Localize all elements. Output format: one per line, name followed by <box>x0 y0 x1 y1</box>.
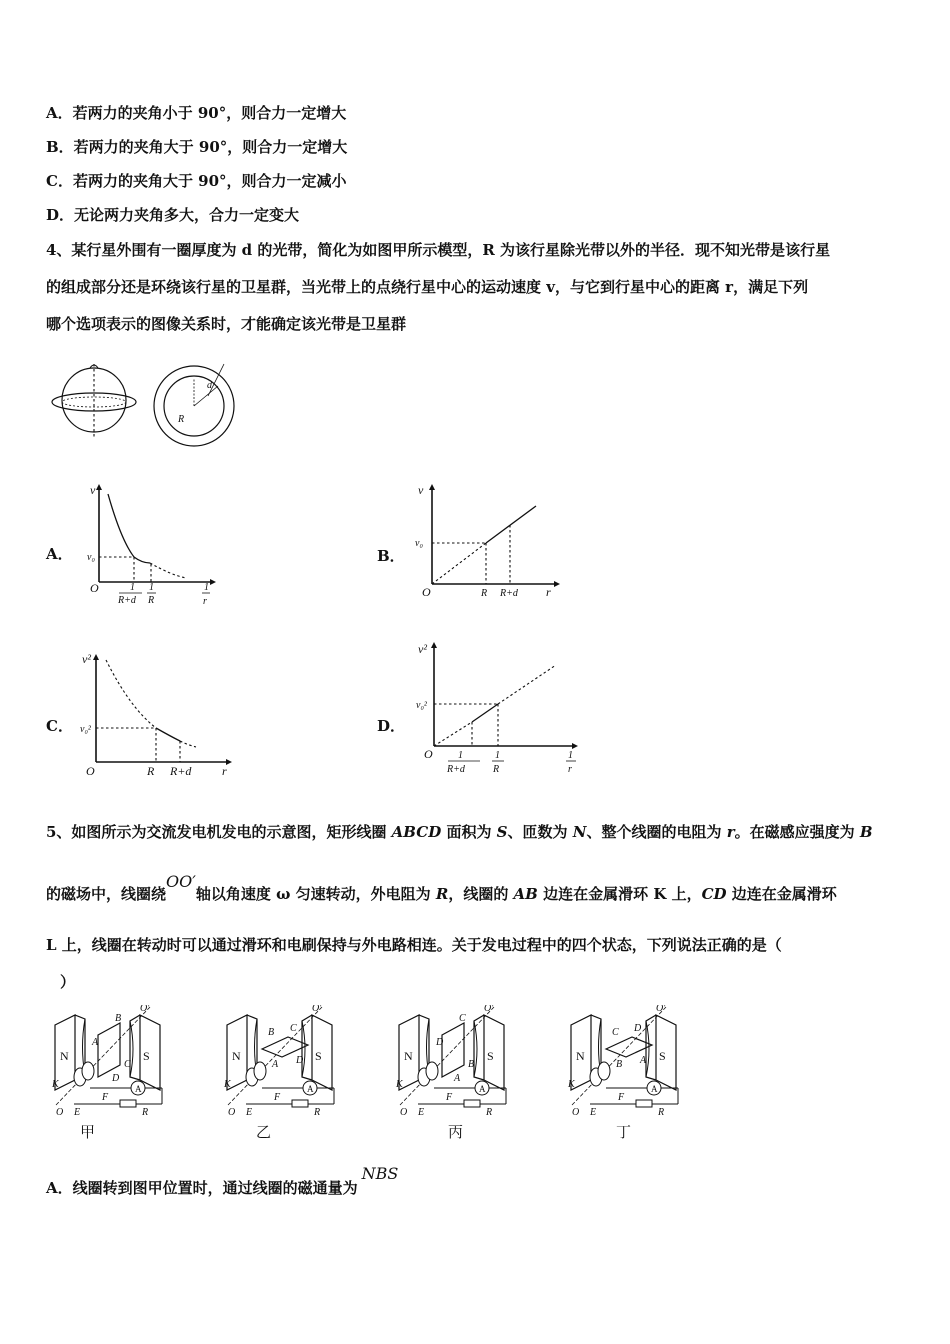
generator-figures <box>50 1005 680 1120</box>
svg-text:C: C <box>124 1059 131 1070</box>
svg-text:B: B <box>616 1059 623 1070</box>
axis-r: r <box>546 585 551 599</box>
generator-bing <box>395 1005 506 1118</box>
tick-1: 1 <box>130 582 135 593</box>
svg-text:D: D <box>296 1055 304 1066</box>
axis-r: r <box>568 764 572 775</box>
graph-c <box>80 648 240 778</box>
svg-text:A: A <box>92 1037 99 1048</box>
tick-R-plus-d: R+d <box>500 588 518 599</box>
q4-option-d-label: D． <box>377 717 406 735</box>
q5-stem-line4: ） <box>60 973 76 991</box>
tick-R: R <box>147 764 155 778</box>
axis-v2: v² <box>82 652 91 666</box>
tick-R-plus-d: R+d <box>447 764 465 775</box>
svg-text:B: B <box>468 1059 475 1070</box>
origin: O <box>86 764 95 778</box>
tick-R-plus-d: R+d <box>170 764 192 778</box>
graph-b <box>412 478 562 603</box>
formula-nbs: NBS <box>361 1164 399 1183</box>
origin: O <box>424 747 433 761</box>
tick-1: 1 <box>568 750 573 761</box>
q4-option-c-label: C． <box>46 717 73 735</box>
tick-1: 1 <box>495 750 500 761</box>
axis-v2: v² <box>418 642 427 656</box>
axis-oo-prime: OO′ <box>166 872 196 891</box>
q3-option-a: A．若两力的夹角小于 90°，则合力一定增大 <box>46 104 347 122</box>
svg-text:B: B <box>115 1013 122 1024</box>
q5-stem-line2: 的磁场中，线圈绕OO′轴以角速度 ω 匀速转动，外电阻为 R，线圈的 AB 边连在金属滑环 K 上，CD 边连在金属滑环 <box>46 872 837 903</box>
svg-text:B: B <box>268 1027 275 1038</box>
q4-option-b-label: B． <box>377 547 405 565</box>
q5-stem-line1: 5、如图所示为交流发电机发电的示意图，矩形线圈 ABCD 面积为 S、匝数为 N、整个线圈的电阻为 r。在磁感应强度为 B <box>46 823 873 841</box>
tick-R: R <box>481 588 488 599</box>
origin: O <box>422 585 431 599</box>
tick-1: 1 <box>204 582 209 593</box>
generator-ding <box>567 1005 678 1118</box>
generator-yi <box>223 1005 334 1118</box>
tick-R-plus-d: R+d <box>118 595 136 606</box>
q4-stem-line2: 的组成部分还是环绕该行星的卫星群，当光带上的点绕行星中心的运动速度 v，与它到行星中心的距离 r，满足下列 <box>46 278 809 296</box>
label-v0: v₀ <box>415 538 423 549</box>
tick-R: R <box>148 595 155 606</box>
svg-text:A: A <box>640 1055 647 1066</box>
tick-1: 1 <box>458 750 463 761</box>
label-v0: v₀ <box>87 552 95 563</box>
graph-d <box>412 638 587 783</box>
label-v02: v₀² <box>416 700 427 711</box>
svg-text:D: D <box>112 1073 120 1084</box>
svg-text:C: C <box>459 1013 466 1024</box>
q4-option-a-label: A． <box>46 545 73 563</box>
q5-stem-line3: L 上，线圈在转动时可以通过滑环和电刷保持与外电路相连。关于发电过程中的四个状态，下列说法正确的是（ <box>46 936 782 954</box>
q5-option-a: A．线圈转到图甲位置时，通过线圈的磁通量为NBS <box>46 1164 399 1197</box>
caption-ding: 丁 <box>616 1123 632 1141</box>
axis-r: r <box>203 596 207 607</box>
svg-text:C: C <box>612 1027 619 1038</box>
label-v02: v₀² <box>80 724 91 735</box>
svg-text:D: D <box>436 1037 444 1048</box>
q4-stem-line3: 哪个选项表示的图像关系时，才能确定该光带是卫星群 <box>46 315 407 333</box>
axis-r: r <box>222 764 227 778</box>
caption-jia: 甲 <box>80 1123 96 1141</box>
planet-ring-figure <box>44 358 244 450</box>
svg-text:C: C <box>290 1023 297 1034</box>
caption-bing: 丙 <box>448 1123 464 1141</box>
label-d: d <box>207 380 212 391</box>
q3-option-c: C．若两力的夹角大于 90°，则合力一定减小 <box>46 172 347 190</box>
planet-side-view <box>52 364 136 438</box>
caption-yi: 乙 <box>256 1123 272 1141</box>
svg-text:A: A <box>454 1073 461 1084</box>
q3-option-d: D．无论两力夹角多大，合力一定变大 <box>46 206 300 224</box>
axis-v: v <box>418 483 424 497</box>
tick-1: 1 <box>149 582 154 593</box>
label-R: R <box>178 414 185 425</box>
tick-R: R <box>493 764 500 775</box>
svg-text:A: A <box>272 1059 279 1070</box>
svg-text:D: D <box>634 1023 642 1034</box>
origin: O <box>90 581 99 595</box>
q3-option-b: B．若两力的夹角大于 90°，则合力一定增大 <box>46 138 348 156</box>
generator-jia <box>51 1005 162 1118</box>
graph-a <box>86 480 226 610</box>
axis-v: v <box>90 483 96 497</box>
planet-top-view <box>154 364 234 446</box>
q4-stem-line1: 4、某行星外围有一圈厚度为 d 的光带，简化为如图甲所示模型，R 为该行星除光带以外的半径．现不知光带是该行星 <box>46 241 831 259</box>
